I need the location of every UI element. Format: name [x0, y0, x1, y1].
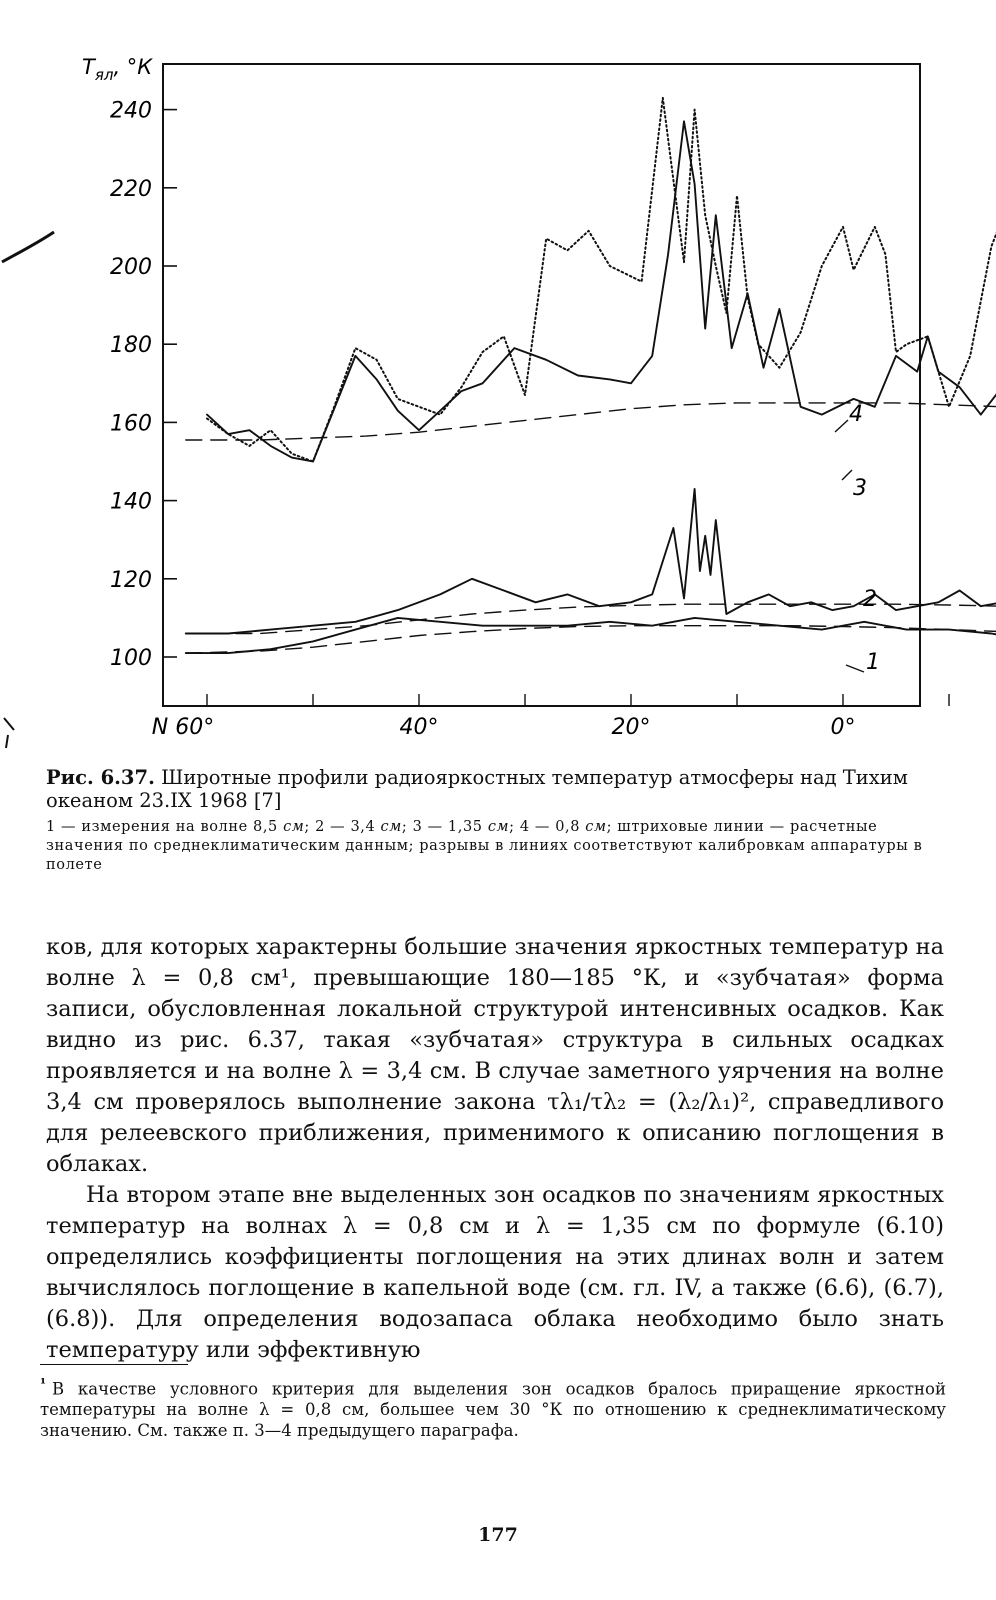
- y-tick-label: 200: [110, 255, 152, 280]
- body-text: [46, 932, 944, 1366]
- y-tick-label: 220: [110, 176, 152, 202]
- curve-label-4-leader: [835, 420, 848, 432]
- curve-label-3-leader: [842, 470, 852, 480]
- curve-label-4: 4: [849, 402, 863, 427]
- y-axis-ticks: [110, 99, 177, 671]
- x-axis-ticks: [152, 694, 996, 740]
- x-tick-label: 40°: [399, 715, 439, 740]
- curve-label-2: 2: [863, 587, 877, 612]
- margin-mark: [4, 718, 14, 748]
- series-line-5: [186, 403, 996, 452]
- caption-title: Рис. 6.37. Широтные профили радиояркостных температур атмосферы над Тихим океаном 23.IX 1968 [7]: [46, 766, 908, 812]
- y-tick-label: 240: [110, 98, 152, 124]
- paragraph: ков, для которых характерны большие значения яркостных температур на волне λ = 0,8 см¹, превышающие 180—185 °К, и «зубчатая» форма записи, обусловленная локальной структурой интенсивных осадков. Как видно из рис. 6.37, такая «зубчатая» структура в сильных осадках проявляется и на волне λ = 3,4 см. В случае заметного уярчения на волне 3,4 см проверялось выполнение закона τλ₁/τλ₂ = (λ₂/λ₁)², справедливого для релеевского приближения, применимого к описанию поглощения в облаках.: [46, 934, 944, 1177]
- x-tick-label: N 60°: [151, 715, 215, 740]
- series-line-3: [186, 489, 996, 642]
- margin-mark: [2, 232, 54, 262]
- y-tick-label: 140: [110, 489, 152, 515]
- footnote-mark: ¹: [40, 1376, 47, 1392]
- page-number: 177: [478, 1524, 518, 1546]
- curve-label-3: 3: [853, 476, 867, 501]
- curve-label-1: 1: [866, 650, 880, 675]
- series-layer: [186, 98, 996, 661]
- x-tick-label: 0°: [830, 715, 856, 740]
- series-line-1: [207, 121, 996, 461]
- series-line-2: [207, 98, 996, 469]
- footnote-rule: [40, 1364, 188, 1365]
- x-tick-label: 20°: [611, 715, 651, 740]
- y-tick-label: 160: [110, 411, 152, 437]
- footnote-text: В качестве условного критерия для выделения зон осадков бралось приращение яркостной температуры на волне λ = 0,8 см, большее чем 30 °К по отношению к среднеклиматическому значению. См. также п. 3—4 предыдущего параграфа.: [40, 1379, 946, 1440]
- caption-legend: 1 — измерения на волне 8,5 см; 2 — 3,4 см; 3 — 1,35 см; 4 — 0,8 см; штриховые линии — расчетные значения по среднеклиматическим данным; разрывы в линиях соответствуют калибровкам аппаратуры в полете: [46, 819, 923, 873]
- y-axis-title: $T_{ял}$, °К: [82, 55, 153, 84]
- figure-caption: [46, 766, 946, 875]
- paragraph: На втором этапе вне выделенных зон осадков по значениям яркостных температур на волнах λ = 0,8 см и λ = 1,35 см по формуле (6.10) определялись коэффициенты поглощения на этих длинах волн и затем вычислялось поглощение в капельной воде (см. гл. IV, а также (6.6), (6.7), (6.8)). Для определения водозапаса облака необходимо было знать температуру или эффективную: [46, 1182, 944, 1363]
- curve-label-1-leader: [846, 665, 864, 672]
- figure: [0, 0, 996, 760]
- y-tick-label: 100: [110, 646, 152, 671]
- y-tick-label: 180: [110, 333, 152, 359]
- footnote: [40, 1374, 946, 1441]
- y-tick-label: 120: [110, 567, 152, 593]
